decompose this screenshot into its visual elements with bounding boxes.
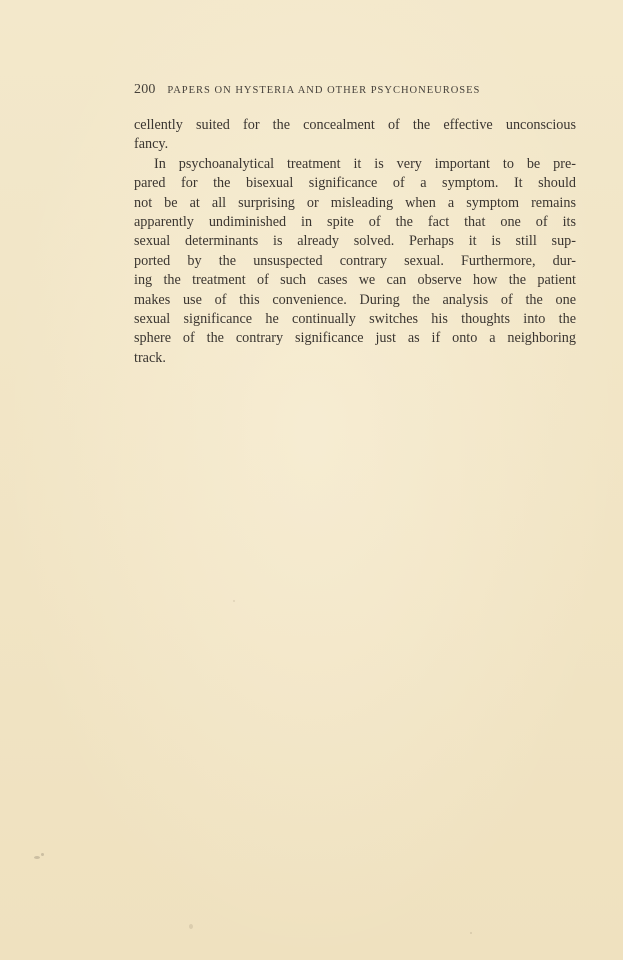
body-text bbox=[134, 116, 576, 368]
text-line: ing the treatment of such cases we can observe how the patient bbox=[134, 272, 576, 289]
text-line: apparently undiminished in spite of the fact that one of its bbox=[134, 213, 576, 230]
text-line: sphere of the contrary significance just as if onto a neighboring bbox=[134, 330, 576, 347]
text-line: makes use of this convenience. During the analysis of the one bbox=[134, 291, 576, 308]
paper-speck bbox=[233, 600, 235, 602]
text-line: ported by the unsuspected contrary sexual. Furthermore, dur- bbox=[134, 252, 576, 269]
text-line: sexual determinants is already solved. Perhaps it is still sup- bbox=[134, 233, 576, 250]
paper-speck bbox=[41, 853, 44, 856]
paper-speck bbox=[470, 932, 472, 934]
text-line: sexual significance he continually switches his thoughts into the bbox=[134, 310, 576, 327]
page-number: 200 bbox=[134, 82, 156, 97]
text-line: not be at all surprising or misleading when a symptom remains bbox=[134, 194, 576, 211]
text-line: track. bbox=[134, 349, 166, 366]
paper-speck bbox=[34, 856, 40, 859]
paper-speck bbox=[189, 924, 193, 929]
text-line: pared for the bisexual significance of a symptom. It should bbox=[134, 175, 576, 192]
running-title: PAPERS ON HYSTERIA AND OTHER PSYCHONEUROSES bbox=[167, 85, 481, 96]
page-header bbox=[134, 82, 554, 98]
text-line: In psychoanalytical treatment it is very important to be pre- bbox=[154, 155, 576, 172]
text-line: fancy. bbox=[134, 136, 169, 153]
text-line: cellently suited for the concealment of the effective unconscious bbox=[134, 117, 576, 133]
